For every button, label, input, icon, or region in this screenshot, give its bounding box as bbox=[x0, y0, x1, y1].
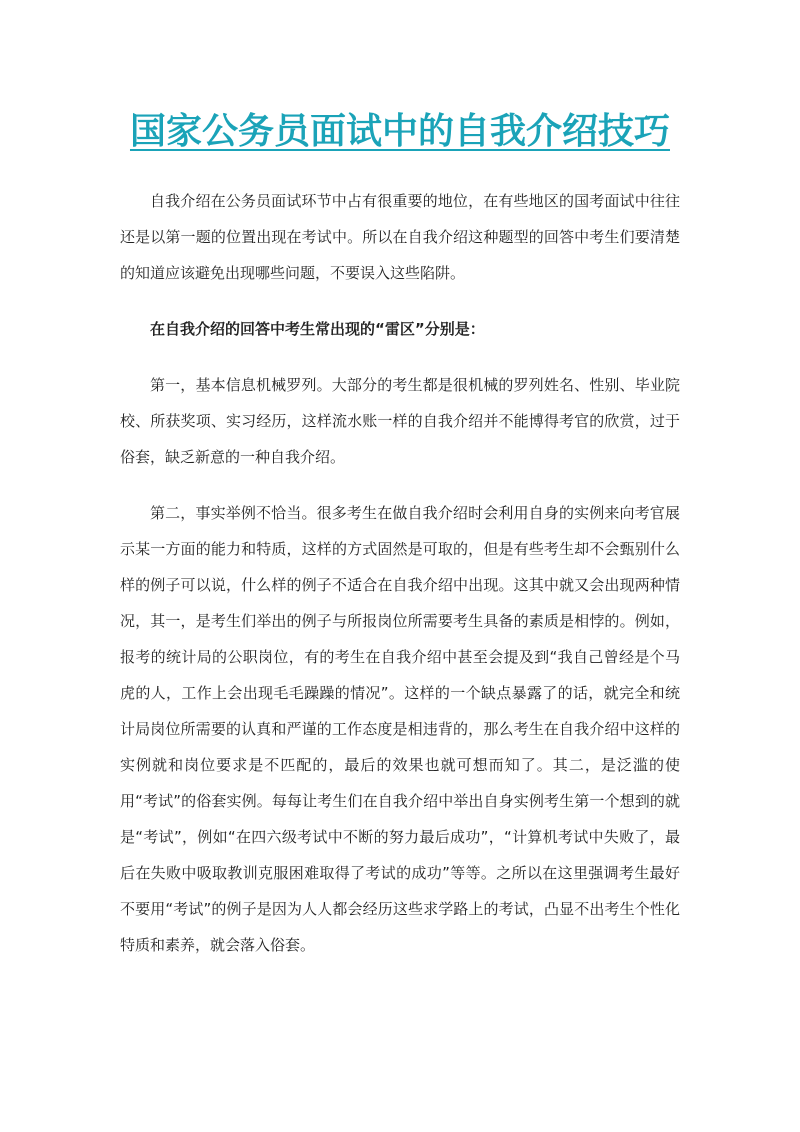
document-body bbox=[120, 183, 680, 983]
paragraph-heading-minefields: 在自我介绍的回答中考生常出现的“雷区”分别是： bbox=[150, 320, 485, 338]
document-title: 国家公务员面试中的自我介绍技巧 bbox=[129, 111, 670, 152]
paragraph-intro: 自我介绍在公务员面试环节中占有很重要的地位，在有些地区的国考面试中往往还是以第一题的位置出现在考试中。所以在自我介绍这种题型的回答中考生们要清楚的知道应该避免出现哪些问题，不要误入这些陷阱。 bbox=[120, 192, 680, 282]
paragraph-point-one: 第一，基本信息机械罗列。大部分的考生都是很机械的罗列姓名、性别、毕业院校、所获奖项、实习经历，这样流水账一样的自我介绍并不能博得考官的欣赏，过于俗套，缺乏新意的一种自我介绍。 bbox=[120, 376, 680, 466]
paragraph-point-two: 第二，事实举例不恰当。很多考生在做自我介绍时会利用自身的实例来向考官展示某一方面的能力和特质，这样的方式固然是可取的，但是有些考生却不会甄别什么样的例子可以说，什么样的例子不适合在自我介绍中出现。这其中就又会出现两种情况，其一，是考生们举出的例子与所报岗位所需要考生具备的素质是相悖的。例如，报考的统计局的公职岗位，有的考生在自我介绍中甚至会提及到“我自己曾经是个马虎的人，工作上会出现毛毛躁躁的情况”。这样的一个缺点暴露了的话，就完全和统计局岗位所需要的认真和严谨的工作态度是相违背的，那么考生在自我介绍中这样的实例就和岗位要求是不匹配的，最后的效果也就可想而知了。其二，是泛滥的使用“考试”的俗套实例。每每让考生们在自我介绍中举出自身实例考生第一个想到的就是“考试”，例如“在四六级考试中不断的努力最后成功”，“计算机考试中失败了，最后在失败中吸取教训克服困难取得了考试的成功”等等。之所以在这里强调考生最好不要用“考试”的例子是因为人人都会经历这些求学路上的考试，凸显不出考生个性化特质和素养，就会落入俗套。 bbox=[120, 504, 680, 954]
